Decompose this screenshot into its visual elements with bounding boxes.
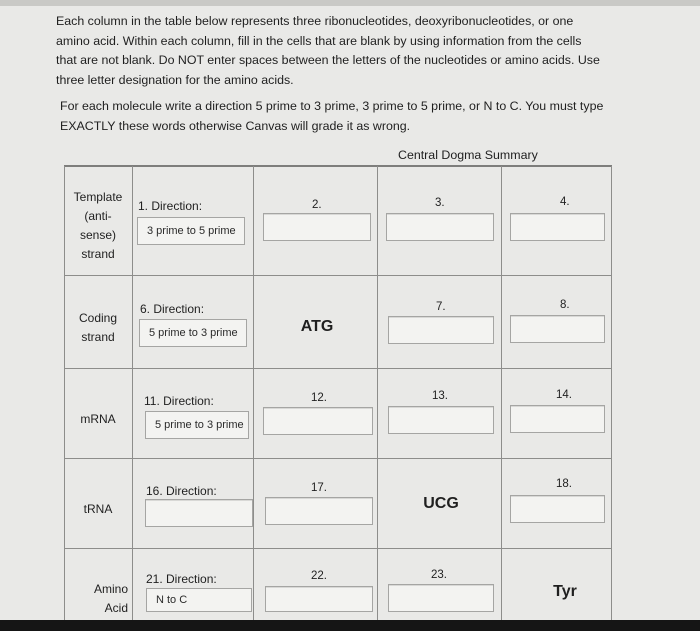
column-divider <box>501 166 502 620</box>
cell-number-14: 14. <box>556 389 572 401</box>
direction-label-6: 6. Direction: <box>140 302 205 316</box>
answer-input-2[interactable] <box>263 213 371 241</box>
row-divider <box>64 368 612 369</box>
instruction-line: EXACTLY these words otherwise Canvas will grade it as wrong. <box>60 118 411 133</box>
cell-number-13: 13. <box>432 390 448 402</box>
cell-number-2: 2. <box>312 199 322 211</box>
cell-number-18: 18. <box>556 478 572 490</box>
row-label-coding-strand <box>64 309 132 347</box>
direction-label-11: 11. Direction: <box>144 394 214 408</box>
column-divider <box>253 166 254 620</box>
cell-number-3: 3. <box>435 197 445 209</box>
row-label-line: (anti- <box>84 209 112 223</box>
answer-input-21[interactable]: N to C <box>146 588 252 612</box>
row-label-trna <box>64 500 132 519</box>
answer-input-6[interactable]: 5 prime to 3 prime <box>139 319 247 347</box>
instruction-line: For each molecule write a direction 5 prime to 3 prime, 3 prime to 5 prime, or N to C. You must type <box>60 99 604 113</box>
cell-number-7: 7. <box>436 301 446 313</box>
answer-input-16[interactable] <box>145 499 253 527</box>
table-caption: Central Dogma Summary <box>398 148 538 162</box>
given-value-tyr: Tyr <box>553 583 577 600</box>
column-divider <box>611 166 612 620</box>
answer-input-8[interactable] <box>510 315 605 343</box>
instruction-line: that are not blank. Do NOT enter spaces between the letters of the nucleotides or amino acids. Use <box>56 53 600 67</box>
row-label-amino-acid <box>64 580 128 618</box>
answer-input-22[interactable] <box>265 586 373 612</box>
answer-input-17[interactable] <box>265 497 373 525</box>
answer-input-7[interactable] <box>388 316 494 344</box>
instruction-line: Each column in the table below represents three ribonucleotides, deoxyribonucleotides, or one <box>56 14 574 28</box>
answer-input-4[interactable] <box>510 213 605 241</box>
instructions-paragraph-2 <box>60 97 620 136</box>
row-label-line: Coding <box>78 311 118 325</box>
column-divider <box>377 166 378 620</box>
row-label-mrna <box>64 410 132 429</box>
table-border-top <box>64 165 612 167</box>
cell-number-4: 4. <box>560 196 570 208</box>
row-label-line: Amino <box>93 582 128 596</box>
row-label-line: Acid <box>104 601 128 615</box>
direction-label-1: 1. Direction: <box>138 199 203 213</box>
row-divider <box>64 458 612 459</box>
row-label-line: Template <box>73 190 123 204</box>
cell-number-12: 12. <box>311 392 327 404</box>
answer-input-11[interactable]: 5 prime to 3 prime <box>145 411 249 439</box>
instruction-line: three letter designation for the amino acids. <box>56 72 294 87</box>
cell-number-22: 22. <box>311 570 327 582</box>
bottom-edge <box>0 620 700 631</box>
row-divider <box>64 275 612 276</box>
answer-input-13[interactable] <box>388 406 494 434</box>
row-label-line: tRNA <box>83 502 113 516</box>
top-edge <box>0 0 700 6</box>
row-divider <box>64 548 612 549</box>
given-value-ucg: UCG <box>423 495 459 512</box>
row-label-line: sense) <box>79 228 117 242</box>
row-label-line: strand <box>81 247 115 261</box>
answer-input-14[interactable] <box>510 405 605 433</box>
answer-input-3[interactable] <box>386 213 494 241</box>
direction-label-21: 21. Direction: <box>146 572 217 586</box>
given-value-atg: ATG <box>300 318 334 335</box>
instruction-line: amino acid. Within each column, fill in the cells that are blank by using information from the cells <box>56 33 582 48</box>
answer-input-1[interactable]: 3 prime to 5 prime <box>137 217 245 245</box>
direction-label-16: 16. Direction: <box>146 484 217 498</box>
row-label-line: mRNA <box>80 412 116 426</box>
cell-number-8: 8. <box>560 299 570 311</box>
row-label-line: strand <box>81 330 115 344</box>
row-label-template-strand <box>64 188 132 264</box>
answer-input-18[interactable] <box>510 495 605 523</box>
answer-input-23[interactable] <box>388 584 494 612</box>
instructions-paragraph-1 <box>56 12 616 90</box>
column-divider <box>132 166 133 620</box>
answer-input-12[interactable] <box>263 407 373 435</box>
cell-number-17: 17. <box>311 482 327 494</box>
cell-number-23: 23. <box>431 569 447 581</box>
